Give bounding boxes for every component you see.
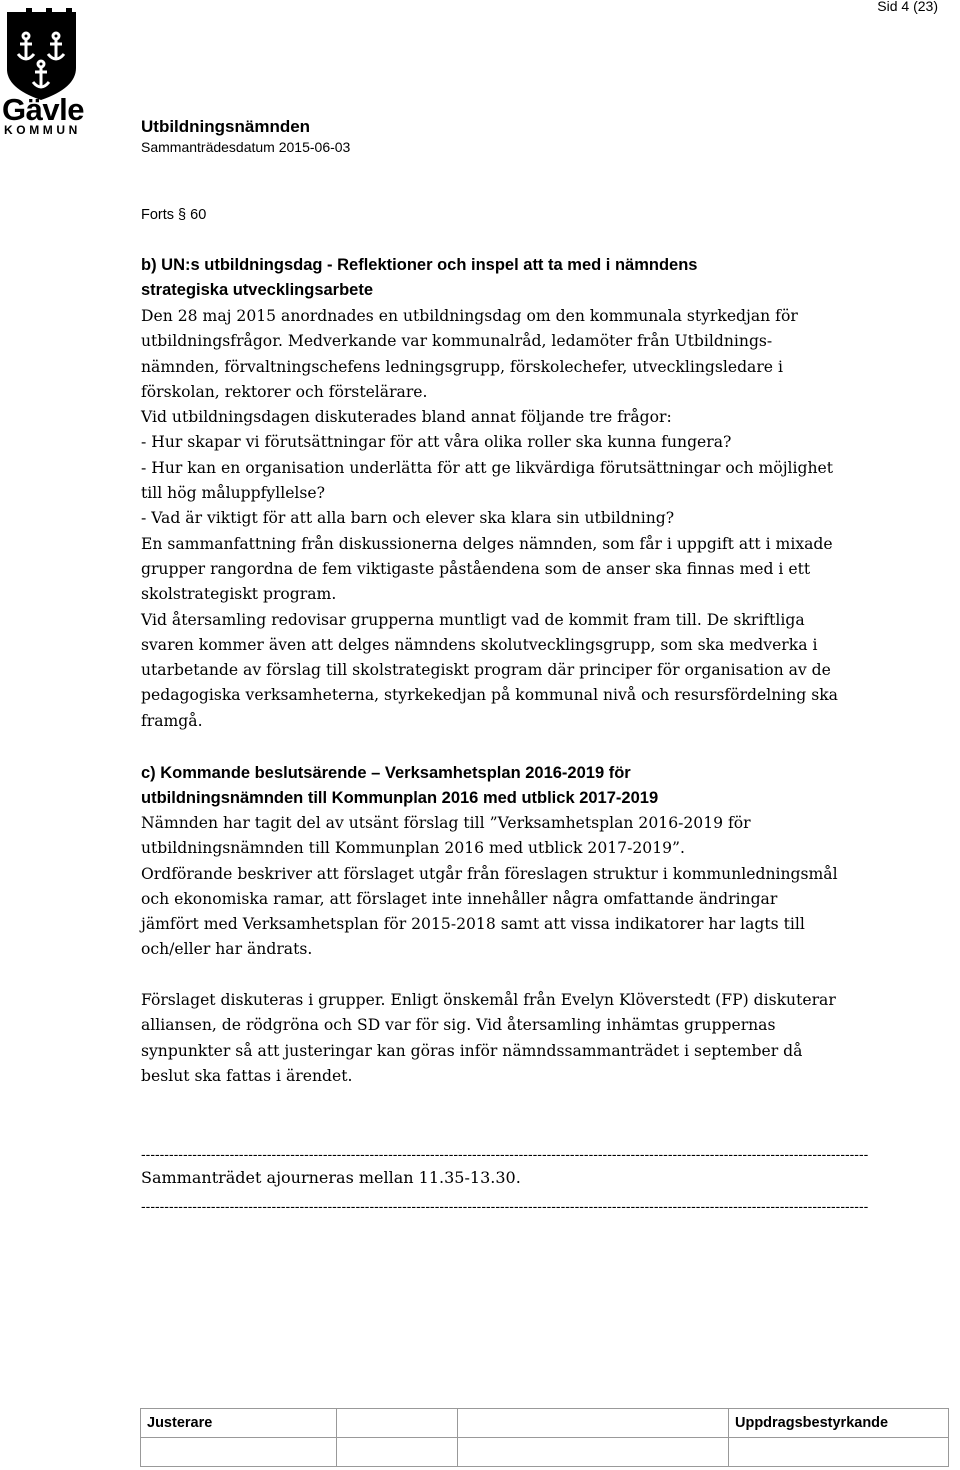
body-line: - Vad är viktigt för att alla barn och elever ska klara sin utbildning?: [141, 509, 675, 528]
signature-box: [337, 1438, 458, 1467]
separator-line: ------------------------------------------------------------------------------------------------------------------------------------------------------------: [141, 1146, 868, 1162]
body-line: synpunkter så att justeringar kan göras inför nämndssammanträdet i september då: [141, 1041, 803, 1060]
body-line: till hög måluppfyllelse?: [141, 484, 325, 503]
committee-title: Utbildningsnämnden: [141, 117, 311, 136]
separator-line: ------------------------------------------------------------------------------------------------------------------------------------------------------------: [141, 1198, 868, 1214]
logo-subtitle: KOMMUN: [4, 123, 81, 137]
body-line: nämnden, förvaltningschefens ledningsgrupp, förskolechefer, utvecklingsledare i: [141, 357, 783, 376]
body-line: alliansen, de rödgröna och SD var för sig. Vid återsamling inhämtas gruppernas: [141, 1016, 776, 1035]
body-line: och ekonomiska ramar, att förslaget inte innehåller några omfattande ändringar: [141, 889, 778, 908]
section-c-heading-1: c) Kommande beslutsärende – Verksamhetsplan 2016-2019 för: [141, 764, 631, 782]
signature-box: [729, 1438, 949, 1467]
body-line: En sammanfattning från diskussionerna delges nämnden, som får i uppgift att i mixade: [141, 534, 833, 553]
section-b-heading-1: b) UN:s utbildningsdag - Reflektioner och inspel att ta med i nämndens: [141, 256, 698, 274]
logo-name: Gävle: [2, 92, 84, 127]
body-line: skolstrategiskt program.: [141, 585, 337, 604]
section-c-heading-2: utbildningsnämnden till Kommunplan 2016 med utblick 2017-2019: [141, 789, 659, 807]
body-line: pedagogiska verksamheterna, styrkekedjan på kommunal nivå och resursfördelning ska: [141, 686, 838, 705]
section-c-body-2: [141, 988, 911, 1089]
page-number: Sid 4 (23): [877, 0, 938, 14]
signature-box: [458, 1438, 729, 1467]
body-line: och/eller har ändrats.: [141, 940, 313, 959]
body-line: Den 28 maj 2015 anordnades en utbildningsdag om den kommunala styrkedjan för: [141, 307, 798, 325]
body-line: utbildningsfrågor. Medverkande var kommunalråd, ledamöter från Utbildnings-: [141, 332, 773, 351]
adjournment-note: Sammanträdet ajourneras mellan 11.35-13.30.: [141, 1168, 521, 1187]
justerare-label: Justerare: [141, 1409, 337, 1438]
signature-table: [140, 1408, 949, 1467]
section-b-body: [141, 304, 911, 734]
body-line: grupper rangordna de fem viktigaste påståendena som de anser ska finnas med i ett: [141, 559, 811, 578]
body-line: förskolan, rektorer och förstelärare.: [141, 382, 428, 401]
section-reference: Forts § 60: [141, 207, 207, 223]
body-line: Vid återsamling redovisar grupperna muntligt vad de kommit fram till. De skriftliga: [141, 610, 805, 629]
body-line: - Hur kan en organisation underlätta för att ge likvärdiga förutsättningar och möjlighet: [141, 458, 834, 477]
body-line: svaren kommer även att delges nämndens skolutvecklingsgrupp, som ska medverka i: [141, 635, 818, 654]
body-line: utbildningsnämnden till Kommunplan 2016 med utblick 2017-2019”.: [141, 839, 685, 858]
body-line: framgå.: [141, 711, 203, 730]
signature-box: [337, 1409, 458, 1438]
meeting-date: Sammanträdesdatum 2015-06-03: [141, 139, 351, 155]
body-line: Förslaget diskuteras i grupper. Enligt önskemål från Evelyn Klöverstedt (FP) diskuterar: [141, 991, 836, 1009]
body-line: jämfört med Verksamhetsplan för 2015-2018 samt att vissa indikatorer har lagts till: [141, 915, 805, 934]
section-c-body: [141, 811, 911, 963]
body-line: - Hur skapar vi förutsättningar för att våra olika roller ska kunna fungera?: [141, 433, 732, 452]
section-b-heading-2: strategiska utvecklingsarbete: [141, 281, 374, 299]
body-line: Vid utbildningsdagen diskuterades bland annat följande tre frågor:: [141, 408, 672, 427]
signature-box: [458, 1409, 729, 1438]
body-line: Ordförande beskriver att förslaget utgår från föreslagen struktur i kommunledningsmål: [141, 864, 838, 883]
body-line: beslut ska fattas i ärendet.: [141, 1066, 353, 1085]
body-line: utarbetande av förslag till skolstrategiskt program där principer för organisation av de: [141, 661, 831, 680]
uppdragsbestyrkande-label: Uppdragsbestyrkande: [729, 1409, 949, 1438]
body-line: Nämnden har tagit del av utsänt förslag till ”Verksamhetsplan 2016-2019 för: [141, 814, 751, 832]
signature-box: [141, 1438, 337, 1467]
